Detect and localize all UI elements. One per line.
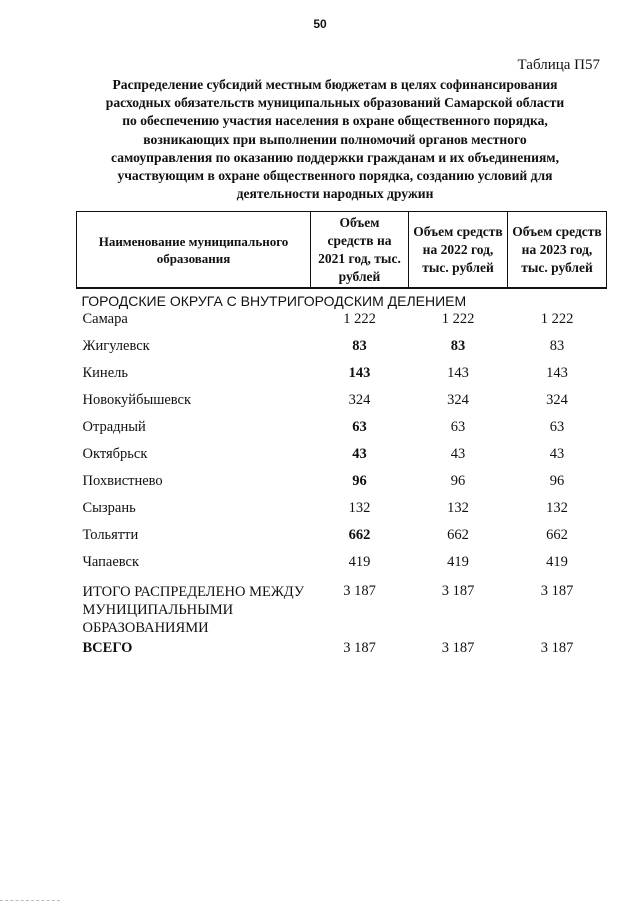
- title-line: Распределение субсидий местным бюджетам в целях софинансирования: [112, 77, 558, 92]
- header-2023: Объем средств на 2023 год, тыс. рублей: [508, 212, 607, 289]
- value-2021: 132: [348, 500, 371, 516]
- table-row: [77, 309, 607, 336]
- total-2023: 3 187: [540, 583, 574, 599]
- value-2023: 83: [549, 338, 565, 354]
- value-2023: 419: [546, 554, 568, 570]
- table-label: Таблица П57: [517, 57, 600, 73]
- municipality-name: Самара: [82, 311, 128, 327]
- value-2023: 143: [546, 365, 568, 381]
- value-2022: 43: [450, 446, 466, 462]
- header-2022: Объем средств на 2022 год, тыс. рублей: [409, 212, 508, 289]
- table-row: [77, 336, 607, 363]
- table-row: [77, 390, 607, 417]
- value-2022: 96: [450, 473, 466, 489]
- table-row: [77, 444, 607, 471]
- section-row: [77, 288, 607, 309]
- total-row: [77, 579, 607, 640]
- total-label: ИТОГО РАСПРЕДЕЛЕНО МЕЖДУ МУНИЦИПАЛЬНЫМИ ОБРАЗОВАНИЯМИ: [82, 584, 305, 636]
- value-2021: 83: [352, 338, 367, 354]
- title-line: расходных обязательств муниципальных образований Самарской области: [105, 95, 565, 111]
- table-row: [77, 471, 607, 498]
- table-header-row: [77, 212, 607, 289]
- table-title: [60, 76, 610, 203]
- header-name: Наименование муниципального образования: [77, 212, 311, 289]
- grand-total-row: [77, 640, 607, 663]
- value-2021: 324: [348, 392, 371, 408]
- value-2023: 96: [549, 473, 565, 489]
- grand-total-label: ВСЕГО: [82, 640, 133, 656]
- value-2022: 83: [450, 338, 466, 354]
- value-2022: 419: [447, 554, 469, 570]
- total-2022: 3 187: [441, 583, 475, 599]
- value-2021: 96: [352, 473, 367, 489]
- table-row: [77, 498, 607, 525]
- title-line: участвующим в охране общественного порядка, созданию условий для: [117, 168, 553, 184]
- value-2021: 143: [348, 365, 371, 381]
- municipality-name: Похвистнево: [82, 473, 163, 489]
- title-line: самоуправления по оказанию поддержки гражданам и их объединениям,: [111, 149, 559, 165]
- value-2023: 1 222: [540, 311, 574, 327]
- page-number: 50: [313, 17, 327, 31]
- table-row: [77, 525, 607, 552]
- section-title: ГОРОДСКИЕ ОКРУГА С ВНУТРИГОРОДСКИМ ДЕЛЕНИЕМ: [81, 293, 467, 309]
- value-2023: 43: [549, 446, 565, 462]
- municipality-name: Жигулевск: [82, 338, 150, 354]
- title-line: деятельности народных дружин: [236, 186, 434, 202]
- value-2021: 63: [352, 419, 367, 435]
- municipality-name: Кинель: [82, 365, 128, 381]
- value-2021: 419: [348, 554, 371, 570]
- municipality-name: Сызрань: [82, 500, 136, 516]
- table-row: [77, 363, 607, 390]
- value-2021: 662: [348, 527, 371, 543]
- value-2021: 43: [352, 446, 367, 462]
- value-2023: 662: [546, 527, 568, 543]
- table-row: [77, 417, 607, 444]
- municipality-name: Тольятти: [82, 527, 139, 543]
- value-2022: 143: [447, 365, 469, 381]
- value-2021: 1 222: [343, 311, 376, 327]
- total-2021: 3 187: [343, 583, 376, 599]
- value-2022: 63: [450, 419, 466, 435]
- title-line: возникающих при выполнении полномочий органов местного: [143, 131, 527, 147]
- header-2021: Объем средств на 2021 год, тыс. рублей: [311, 212, 409, 289]
- value-2022: 662: [447, 527, 469, 543]
- value-2023: 324: [546, 392, 568, 408]
- table-row: [77, 552, 607, 579]
- value-2022: 1 222: [441, 311, 475, 327]
- grand-total-2022: 3 187: [441, 640, 475, 656]
- value-2023: 132: [546, 500, 568, 516]
- grand-total-2021: 3 187: [343, 640, 376, 656]
- municipality-name: Отрадный: [82, 419, 146, 435]
- value-2022: 324: [447, 392, 469, 408]
- grand-total-2023: 3 187: [540, 640, 574, 656]
- title-line: по обеспечению участия населения в охране общественного порядка,: [122, 113, 548, 129]
- subsidy-table: [76, 211, 607, 663]
- value-2022: 132: [447, 500, 469, 516]
- municipality-name: Чапаевск: [82, 554, 140, 570]
- scan-artifact-line: [0, 900, 60, 901]
- value-2023: 63: [549, 419, 565, 435]
- municipality-name: Октябрьск: [82, 446, 148, 462]
- municipality-name: Новокуйбышевск: [82, 392, 192, 408]
